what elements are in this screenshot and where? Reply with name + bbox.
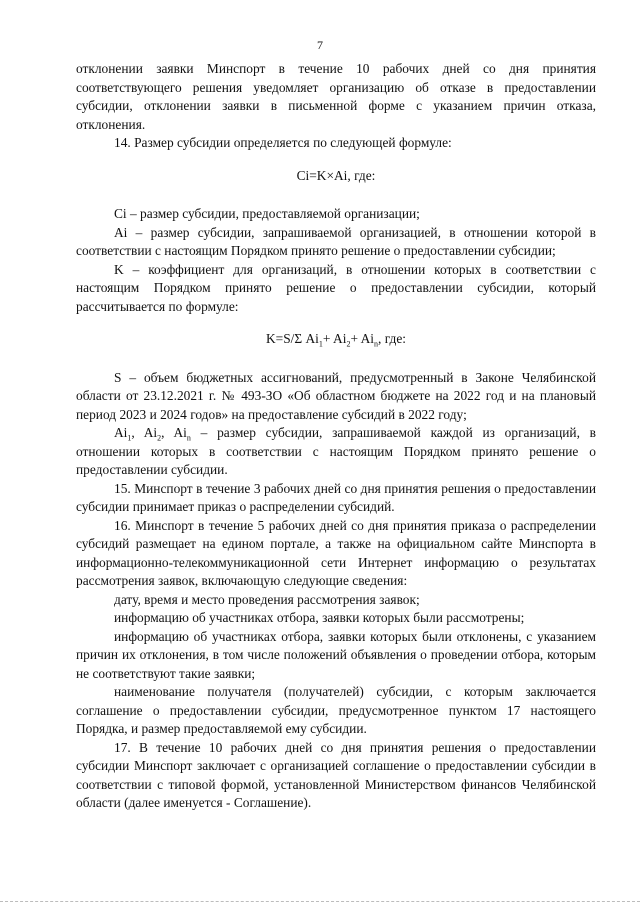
- formula-k-sub-1: 1: [318, 339, 323, 349]
- definition-ai: Ai – размер субсидии, запрашиваемой организацией, в отношении которой в соответствии с настоящим Порядком принято решение о предоставлении субсидии;: [76, 224, 596, 258]
- paragraph-14-heading: 14. Размер субсидии определяется по следующей формуле:: [114, 135, 452, 150]
- formula-k-mid-1: + Ai: [322, 331, 347, 346]
- list-item-date-time-place: дату, время и место проведения рассмотрения заявок;: [114, 591, 420, 607]
- definition-ci: Ci – размер субсидии, предоставляемой организации;: [114, 206, 420, 221]
- ai-n: , Ai: [161, 425, 187, 440]
- list-item-considered-participants: информацию об участниках отбора, заявки которых были рассмотрены;: [114, 610, 525, 625]
- formula-k-sub-n: n: [374, 339, 379, 349]
- paragraph-17: 17. В течение 10 рабочих дней со дня принятия решения о предоставлении субсидии Минспорт заключает с организацией соглашение о предоставлении субсидии в соответствии с типовой формой, установленной Министерством финансов Челябинской области (далее именуется - Соглашение).: [76, 739, 596, 810]
- formula-ci: Ci=K×Ai, где:: [296, 167, 376, 183]
- list-item-rejected-participants: информацию об участниках отбора, заявки которых были отклонены, с указанием причин их отклонения, в том числе положений объявления о проведении отбора, которым не соответствуют такие заявки;: [76, 628, 596, 681]
- definition-k: K – коэффициент для организаций, в отношении которых в соответствии с настоящим Порядком принято решение о предоставлении субсидии, который рассчитывается по формуле:: [76, 261, 596, 314]
- formula-k-prefix: K=S/Σ Ai: [265, 331, 319, 346]
- ai-2-sub: 2: [157, 433, 162, 443]
- page-number: 7: [317, 38, 323, 52]
- ai-n-sub: n: [186, 433, 191, 443]
- ai-definition-text: – размер субсидии, запрашиваемой каждой из организаций, в отношении которых в соответствии с настоящим Порядком принято решение о предоставлении субсидии.: [76, 425, 596, 477]
- ai-1: Ai: [114, 425, 128, 440]
- ai-1-sub: 1: [127, 433, 132, 443]
- formula-k-mid-2: + Ai: [350, 331, 375, 346]
- paragraph-rejection-notice: отклонении заявки Минспорт в течение 10 рабочих дней со дня принятия соответствующего решения уведомляет организацию об отказе в предоставлении субсидии, отклонении заявки в письменной форме с указанием причин отказа, отклонения.: [76, 61, 596, 132]
- definition-ai-list: [76, 424, 596, 480]
- paragraph-16: 16. Минспорт в течение 5 рабочих дней со дня принятия приказа о распределении субсидий размещает на едином портале, а также на официальном сайте Минспорта в информационно-телекоммуникационной сети Интернет информацию о результатах рассмотрения заявок, включающую следующие сведения:: [76, 517, 596, 588]
- formula-k-sub-2: 2: [346, 339, 351, 349]
- list-item-recipient-name: наименование получателя (получателей) субсидии, с которым заключается соглашение о предоставлении субсидии, предусмотренное пунктом 17 настоящего Порядка, и размер предоставляемой ему субсидии.: [76, 684, 596, 736]
- ai-2: , Ai: [131, 425, 158, 440]
- page-bottom-divider: [0, 901, 640, 902]
- paragraph-15: 15. Минспорт в течение 3 рабочих дней со дня принятия решения о предоставлении субсидии принимает приказ о распределении субсидий.: [76, 480, 596, 514]
- formula-k-suffix: , где:: [378, 331, 407, 346]
- definition-s: S – объем бюджетных ассигнований, предусмотренный в Законе Челябинской области от 23.12.2021 г. № 493-ЗО «Об областном бюджете на 2022 год и на плановый период 2023 и 2024 годов» на предоставление субсидий в 2022 году;: [76, 369, 596, 422]
- formula-k: [76, 316, 596, 369]
